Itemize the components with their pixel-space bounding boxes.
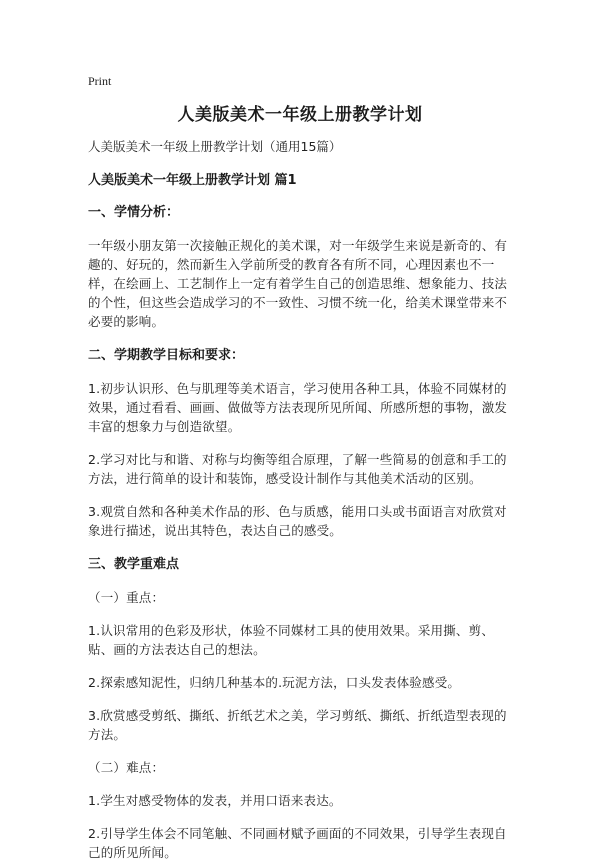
paragraph: 3.欣赏感受剪纸、撕纸、折纸艺术之美，学习剪纸、撕纸、折纸造型表现的方法。 (88, 708, 507, 742)
paragraph: 1.认识常用的色彩及形状，体验不同媒材工具的使用效果。采用撕、剪、贴、画的方法表达自己的想法。 (88, 623, 495, 657)
paragraph: 2.探索感知泥性，归纳几种基本的.玩泥方法，口头发表体验感受。 (88, 675, 461, 690)
subheading-difficulty: （二）难点： (88, 760, 165, 775)
section-heading-goals: 二、学期教学目标和要求： (88, 348, 245, 363)
paragraph: 3.观赏自然和各种美术作品的形、色与质感，能用口头或书面语言对欣赏对象进行描述，说出其特色，表达自己的感受。 (88, 504, 507, 538)
subheading-focus: （一）重点： (88, 590, 165, 605)
article-heading: 人美版美术一年级上册教学计划 篇1 (88, 173, 297, 188)
section-heading-learning-analysis: 一、学情分析： (88, 205, 180, 220)
paragraph: 2.学习对比与和谐、对称与均衡等组合原理，了解一些简易的创意和手工的方法，进行简单的设计和装饰，感受设计制作与其他美术活动的区别。 (88, 452, 507, 486)
paragraph: 一年级小朋友第一次接触正规化的美术课，对一年级学生来说是新奇的、有趣的、好玩的，然而新生入学前所受的教育各有所不同，心理因素也不一样，在绘画上、工艺制作上一定有着学生自己的创造思维、想象能力、技法的个性，但这些会造成学习的不一致性、习惯不统一化，给美术课堂带来不必要的影响。 (88, 238, 508, 329)
section-heading-key-points: 三、教学重难点 (88, 557, 180, 572)
paragraph: 1.学生对感受物体的发表，并用口语来表达。 (88, 793, 342, 808)
page-title: 人美版美术一年级上册教学计划 (177, 105, 423, 125)
paragraph: 1.初步认识形、色与肌理等美术语言，学习使用各种工具，体验不同媒材的效果，通过看看、画画、做做等方法表现所见所闻、所感所想的事物，激发丰富的想象力与创造欲望。 (88, 381, 508, 434)
print-link[interactable]: Print (88, 74, 112, 88)
document-subtitle: 人美版美术一年级上册教学计划（通用15篇） (88, 139, 342, 154)
paragraph: 2.引导学生体会不同笔触、不同画材赋予画面的不同效果，引导学生表现自己的所见所闻。 (88, 826, 507, 860)
